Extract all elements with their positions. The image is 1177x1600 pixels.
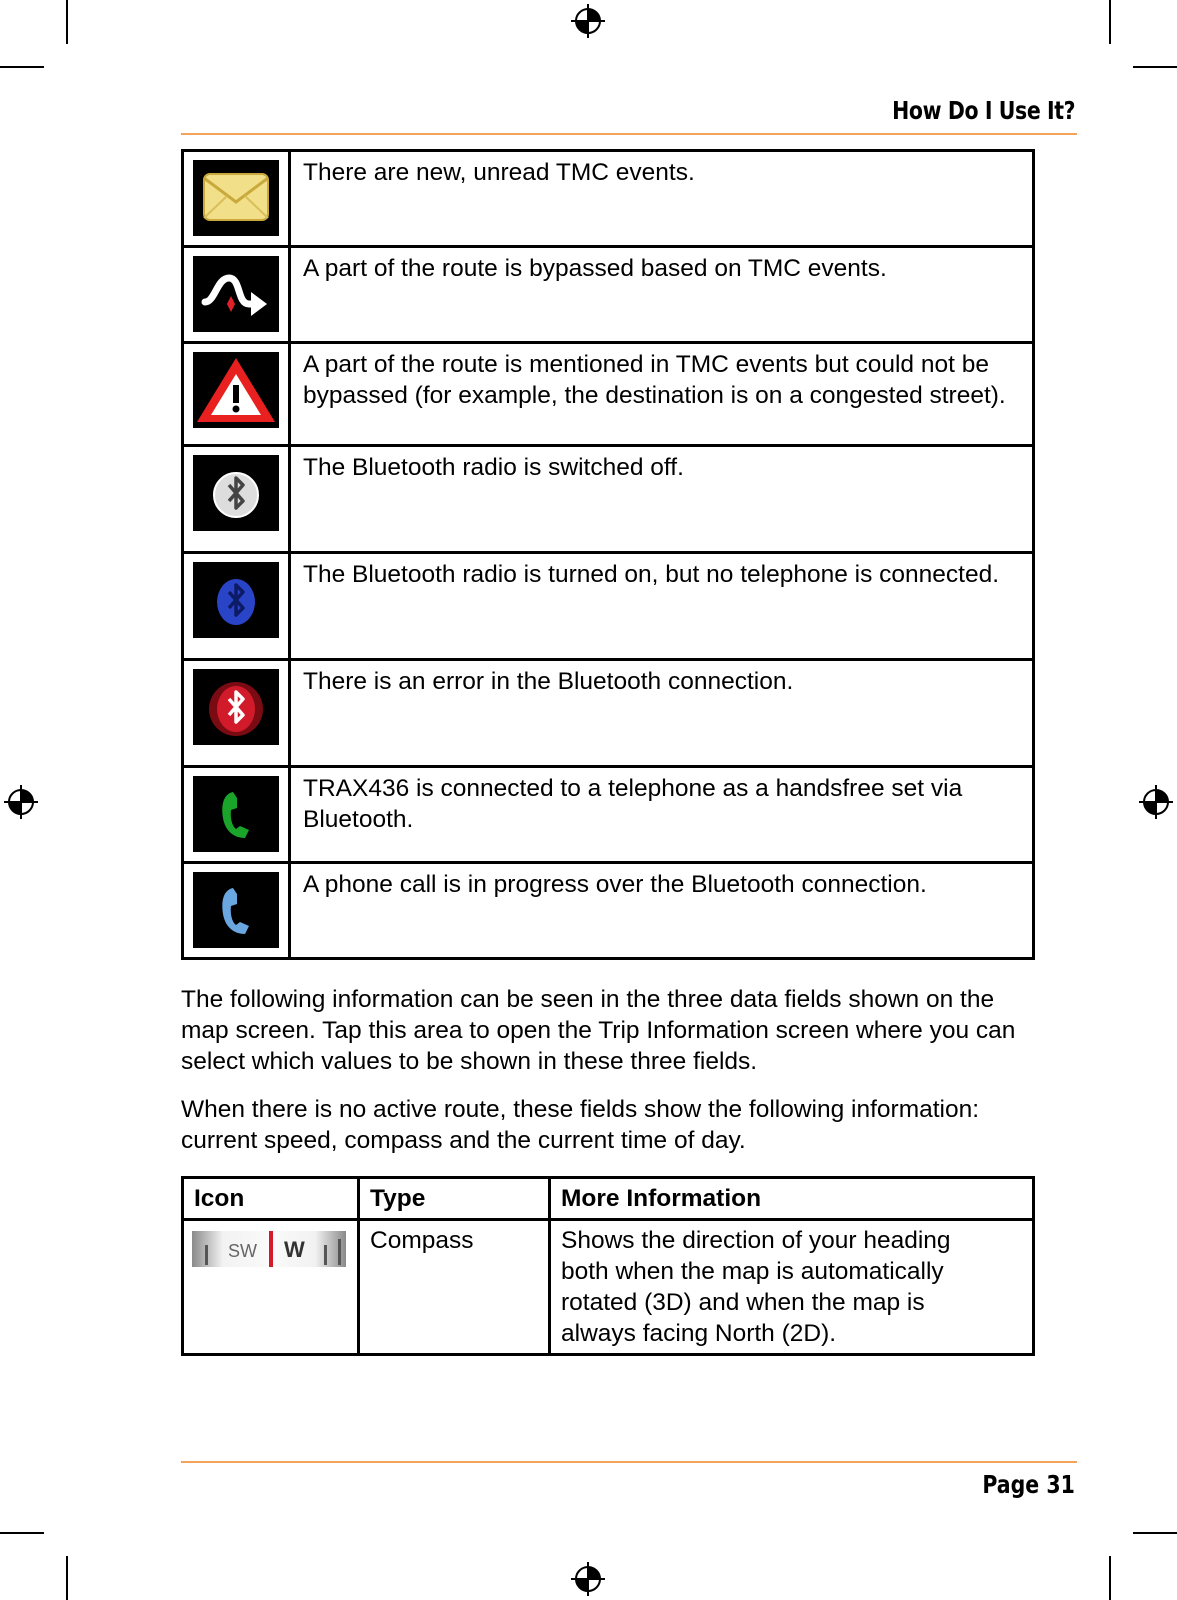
table-row (183, 446, 1034, 553)
header-rule (181, 133, 1077, 135)
crop-mark (1133, 66, 1177, 68)
crop-mark (66, 0, 68, 44)
bluetooth-on-icon (193, 562, 279, 638)
status-description: A phone call is in progress over the Bluetooth connection. (290, 863, 1034, 959)
crop-mark (66, 1556, 68, 1600)
body-paragraph: When there is no active route, these fields show the following information: current speed, compass and the current time of day. (181, 1096, 980, 1154)
table-row (183, 863, 1034, 959)
phone-blue-icon (193, 872, 279, 948)
status-description: A part of the route is mentioned in TMC events but could not be bypassed (for example, the destination is on a congested street). (290, 343, 1034, 446)
table-row (183, 553, 1034, 660)
compass-strip-icon (192, 1231, 346, 1267)
column-header: Icon (183, 1178, 359, 1220)
crop-mark (0, 1532, 44, 1534)
page-number: Page 31 (982, 1470, 1075, 1499)
registration-mark-icon (4, 785, 38, 819)
status-description: There are new, unread TMC events. (290, 151, 1034, 247)
compass-label: SW (228, 1241, 257, 1261)
table-row (183, 1220, 1034, 1355)
table-row (183, 767, 1034, 863)
registration-mark-icon (571, 1562, 605, 1596)
footer-rule (181, 1461, 1077, 1463)
detour-arrow-icon (193, 256, 279, 332)
info-cell: Shows the direction of your heading both when the map is automatically rotated (3D) and when the map is always facing North (2D). (550, 1220, 1034, 1355)
crop-mark (1109, 1556, 1111, 1600)
page-header-title: How Do I Use It? (892, 96, 1075, 125)
table-row (183, 247, 1034, 343)
table-header-row (183, 1178, 1034, 1220)
body-paragraph: The following information can be seen in the three data fields shown on the map screen. Tap this area to open the Trip Information screen where you can select which values to be shown in these three fields. (181, 986, 1016, 1075)
table-row (183, 151, 1034, 247)
status-description: The Bluetooth radio is switched off. (290, 446, 1034, 553)
column-header: Type (359, 1178, 550, 1220)
compass-label: W (284, 1237, 305, 1262)
type-cell: Compass (359, 1220, 550, 1355)
bluetooth-off-icon (193, 455, 279, 531)
status-description: TRAX436 is connected to a telephone as a handsfree set via Bluetooth. (290, 767, 1034, 863)
registration-mark-icon (1139, 785, 1173, 819)
registration-mark-icon (571, 4, 605, 38)
status-description: A part of the route is bypassed based on TMC events. (290, 247, 1034, 343)
status-description: The Bluetooth radio is turned on, but no telephone is connected. (290, 553, 1034, 660)
phone-green-icon (193, 776, 279, 852)
status-description: There is an error in the Bluetooth connection. (290, 660, 1034, 767)
crop-mark (1109, 0, 1111, 44)
crop-mark (0, 66, 44, 68)
table-row (183, 660, 1034, 767)
status-icons-table (181, 149, 1035, 960)
table-row (183, 343, 1034, 446)
envelope-icon (193, 160, 279, 236)
crop-mark (1133, 1532, 1177, 1534)
warning-triangle-icon (193, 352, 279, 428)
column-header: More Information (550, 1178, 1034, 1220)
bluetooth-error-icon (193, 669, 279, 745)
data-fields-table (181, 1176, 1035, 1356)
